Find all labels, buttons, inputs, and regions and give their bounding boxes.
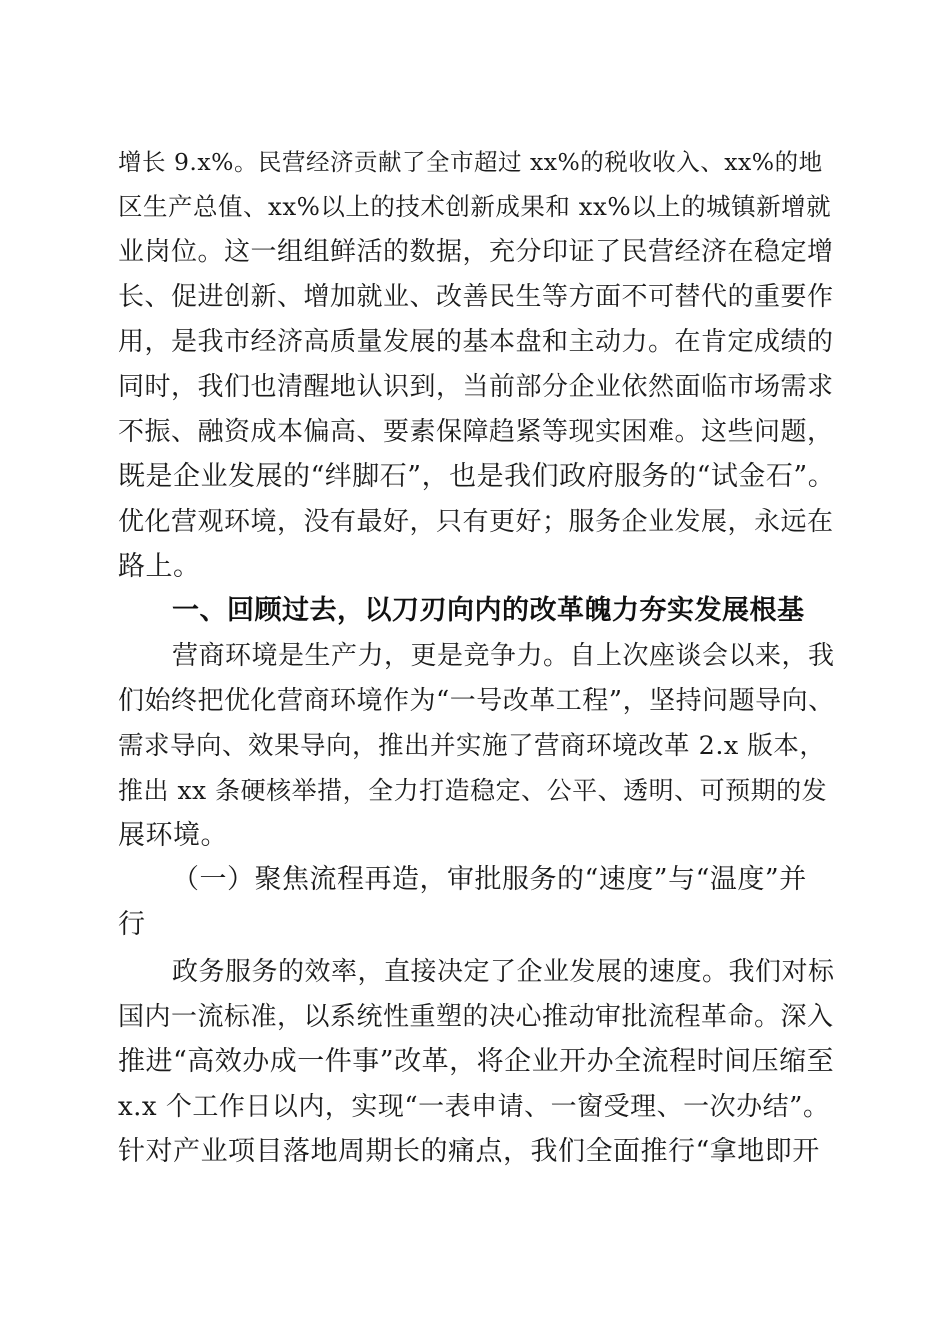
- paragraph-line: 不振、融资成本偏高、要素保障趋紧等现实困难。这些问题，: [118, 417, 834, 447]
- paragraph-line: 长、促进创新、增加就业、改善民生等方面不可替代的重要作: [118, 282, 834, 312]
- paragraph-line: 同时，我们也清醒地认识到，当前部分企业依然面临市场需求: [118, 372, 834, 402]
- section-heading: 一、回顾过去，以刀刃向内的改革魄力夯实发展根基: [172, 595, 805, 626]
- paragraph-line: 既是企业发展的“绊脚石”，也是我们政府服务的“试金石”。: [118, 461, 836, 492]
- paragraph-line: 国内一流标准，以系统性重塑的决心推动审批流程革命。深入: [118, 1002, 834, 1032]
- paragraph-line: x.x 个工作日以内，实现“一表申请、一窗受理、一次办结”。: [118, 1092, 830, 1122]
- paragraph-line: 业岗位。这一组组鲜活的数据，充分印证了民营经济在稳定增: [118, 237, 834, 267]
- subsection-heading-continued: 行: [118, 909, 146, 940]
- paragraph-line: 们始终把优化营商环境作为“一号改革工程”，坚持问题导向、: [118, 686, 835, 716]
- paragraph-line: 优化营观环境，没有最好，只有更好；服务企业发展，永远在: [118, 507, 834, 537]
- paragraph-line: 增长 9.x%。民营经济贡献了全市超过 xx%的税收收入、xx%的地: [118, 148, 823, 176]
- paragraph-line: 推进“高效办成一件事”改革，将企业开办全流程时间压缩至: [118, 1046, 835, 1077]
- paragraph-line: 展环境。: [118, 820, 228, 851]
- paragraph-line: 用，是我市经济高质量发展的基本盘和主动力。在肯定成绩的: [118, 327, 834, 357]
- paragraph-line: 针对产业项目落地周期长的痛点，我们全面推行“拿地即开: [118, 1136, 820, 1167]
- paragraph-line: 需求导向、效果导向，推出并实施了营商环境改革 2.x 版本，: [118, 731, 826, 761]
- subsection-heading: （一）聚焦流程再造，审批服务的“速度”与“温度”并: [172, 864, 807, 895]
- paragraph-line: 区生产总值、xx%以上的技术创新成果和 xx%以上的城镇新增就: [118, 192, 832, 221]
- paragraph-line: 政务服务的效率，直接决定了企业发展的速度。我们对标: [172, 957, 835, 987]
- paragraph-line: 推出 xx 条硬核举措，全力打造稳定、公平、透明、可预期的发: [118, 776, 828, 805]
- paragraph-line: 路上。: [118, 551, 201, 582]
- paragraph-line: 营商环境是生产力，更是竞争力。自上次座谈会以来，我: [172, 641, 835, 671]
